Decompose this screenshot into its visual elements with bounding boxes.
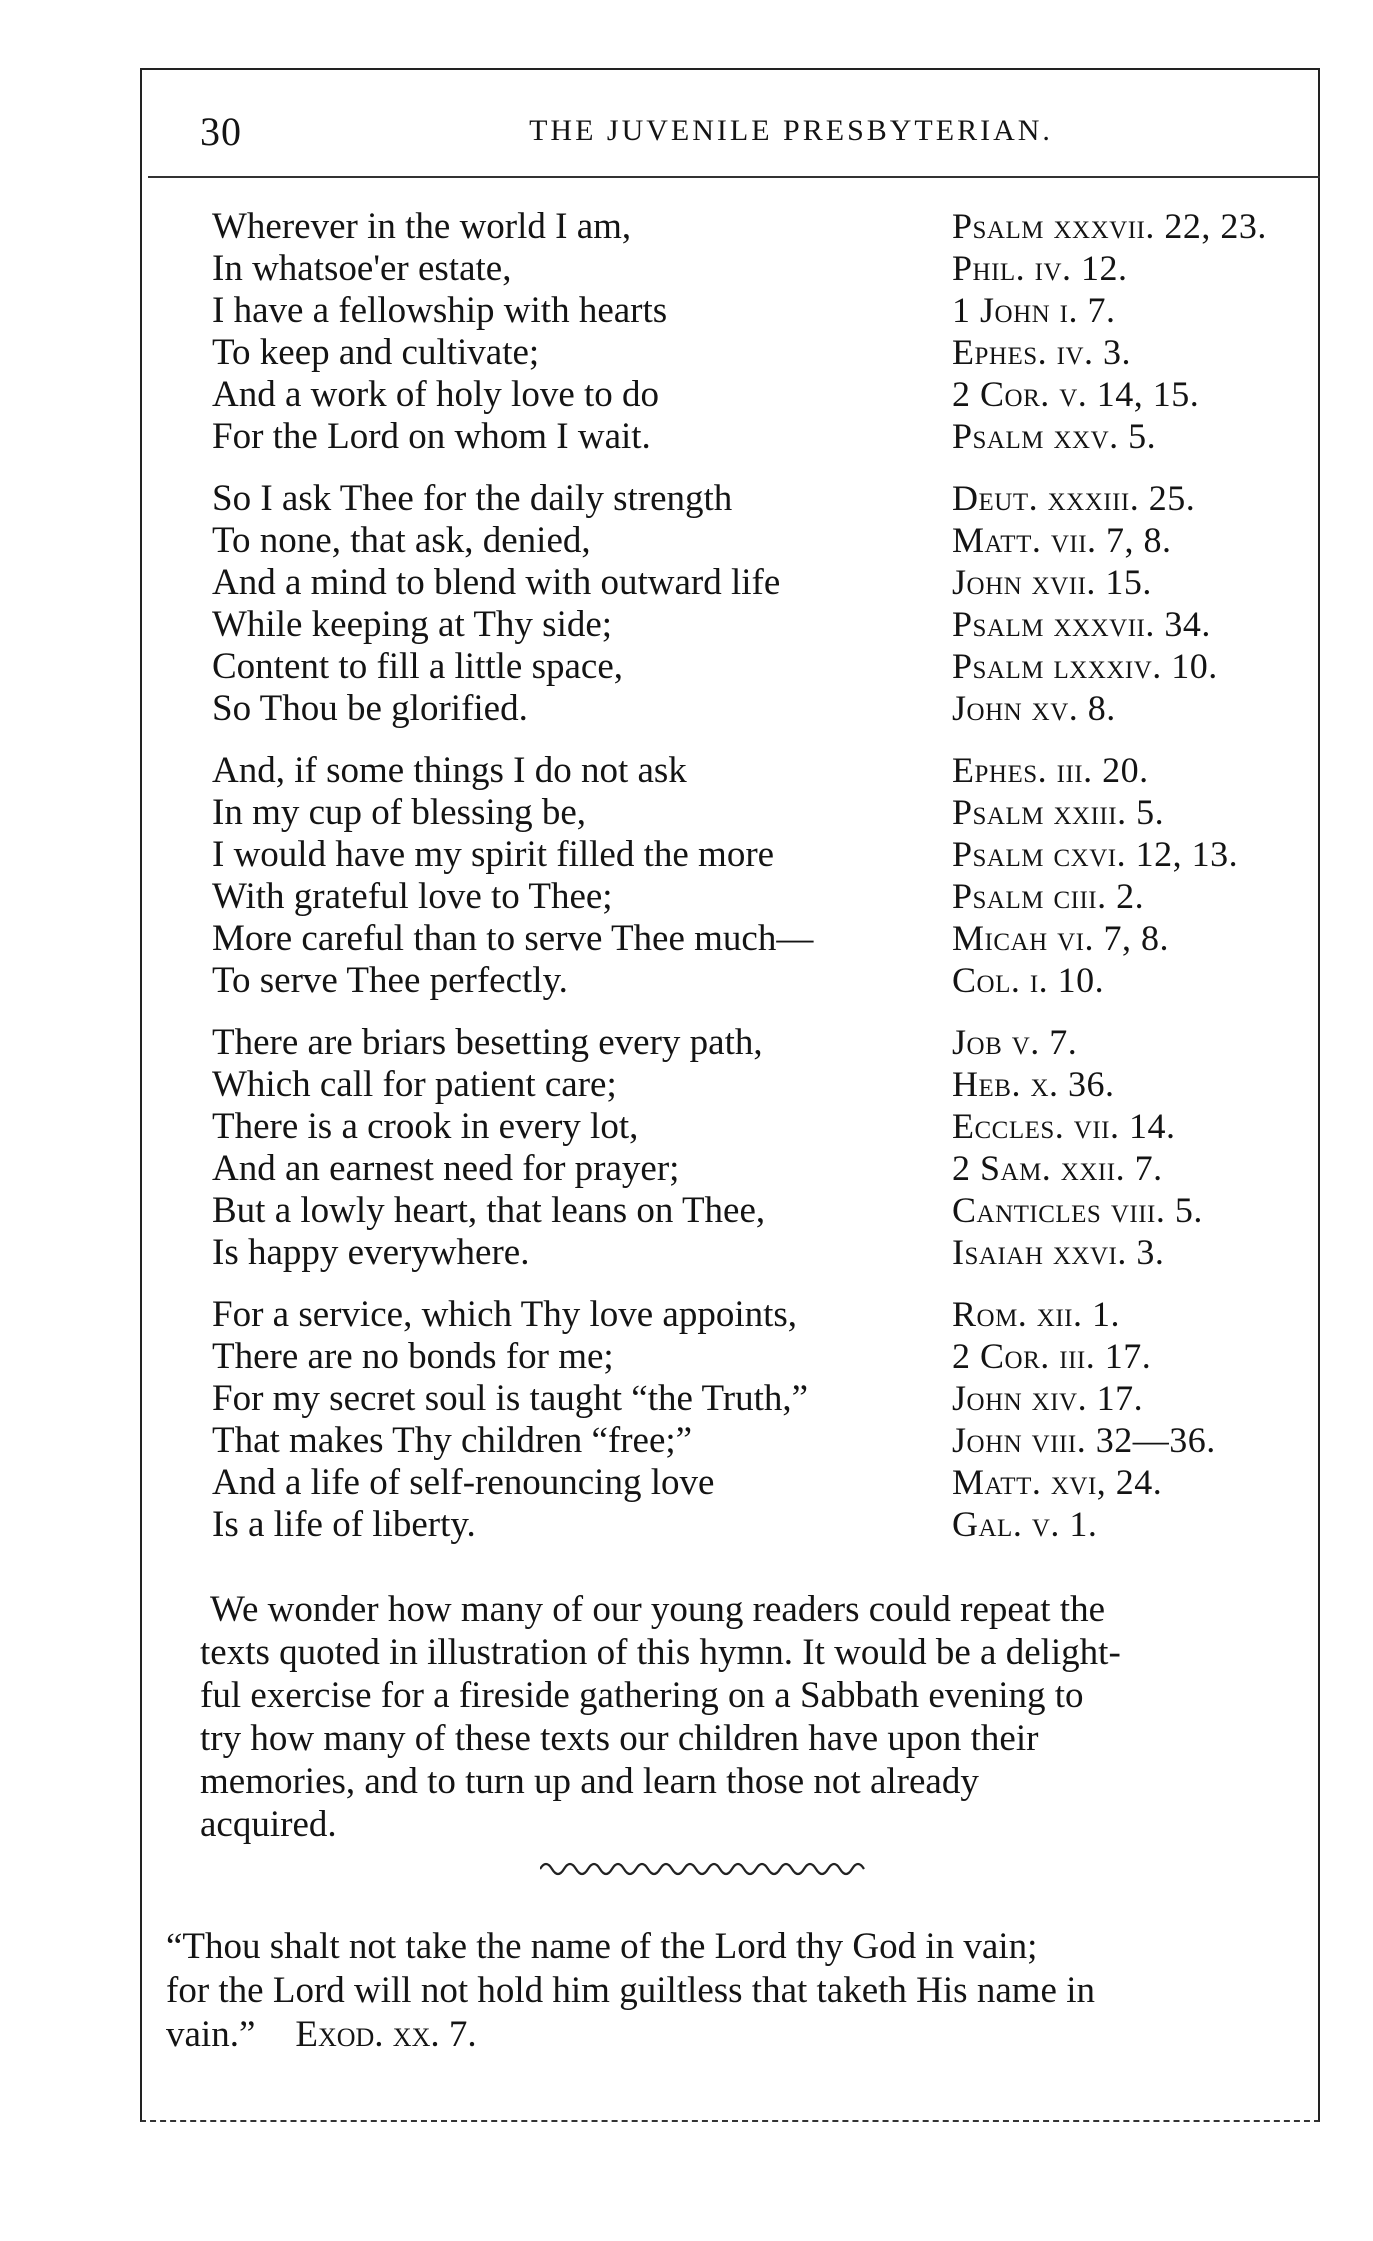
quote-line: “Thou shalt not take the name of the Lord thy God in vain; — [166, 1926, 1038, 1967]
stanza-3 — [212, 749, 1322, 1001]
scripture-reference: Psalm xxiii. 5. — [952, 792, 1165, 832]
verse-text: I have a fellowship with hearts — [212, 290, 668, 331]
scripture-reference: Canticles viii. 5. — [952, 1190, 1203, 1230]
quote-last-line — [166, 2013, 1316, 2057]
wavy-divider-ornament — [540, 1855, 865, 1883]
verse-line — [212, 1231, 1322, 1273]
note-line: try how many of these texts our children have upon their — [200, 1718, 1039, 1759]
verse-text: In whatsoe'er estate, — [212, 248, 512, 289]
verse-line — [212, 959, 1322, 1001]
verse-text: And an earnest need for prayer; — [212, 1148, 680, 1189]
verse-text: Wherever in the world I am, — [212, 206, 632, 247]
verse-line — [212, 415, 1322, 457]
verse-line — [212, 1189, 1322, 1231]
stanza-5 — [212, 1293, 1322, 1545]
verse-text: I would have my spirit filled the more — [212, 834, 775, 875]
note-line: ful exercise for a fireside gathering on a Sabbath evening to — [200, 1675, 1084, 1716]
verse-text: To none, that ask, denied, — [212, 520, 591, 561]
running-title: THE JUVENILE PRESBYTERIAN. — [529, 114, 1053, 147]
verse-line — [212, 687, 1322, 729]
verse-line — [212, 561, 1322, 603]
verse-line — [212, 1503, 1322, 1545]
verse-line — [212, 603, 1322, 645]
scripture-reference: Micah vi. 7, 8. — [952, 918, 1169, 958]
scripture-reference: Job v. 7. — [952, 1022, 1078, 1062]
verse-text: There are no bonds for me; — [212, 1336, 614, 1377]
scripture-reference: Phil. iv. 12. — [952, 248, 1128, 288]
note-line: texts quoted in illustration of this hymn. It would be a delight- — [200, 1632, 1121, 1673]
verse-line — [212, 1419, 1322, 1461]
hymn — [212, 205, 1322, 1565]
verse-text: To keep and cultivate; — [212, 332, 540, 373]
stanza-2 — [212, 477, 1322, 729]
verse-line — [212, 1063, 1322, 1105]
scripture-reference: Heb. x. 36. — [952, 1064, 1115, 1104]
header-rule — [148, 176, 1320, 178]
verse-line — [212, 519, 1322, 561]
verse-text: There are briars besetting every path, — [212, 1022, 763, 1063]
verse-text: Is a life of liberty. — [212, 1504, 476, 1545]
verse-text: With grateful love to Thee; — [212, 876, 613, 917]
verse-line — [212, 875, 1322, 917]
note-line: memories, and to turn up and learn those not already — [200, 1761, 979, 1802]
scripture-reference: John xv. 8. — [952, 688, 1116, 728]
note-line: acquired. — [200, 1804, 337, 1845]
verse-text: But a lowly heart, that leans on Thee, — [212, 1190, 766, 1231]
scripture-reference: Gal. v. 1. — [952, 1504, 1098, 1544]
scripture-reference: Rom. xii. 1. — [952, 1294, 1120, 1334]
page-number: 30 — [200, 109, 242, 154]
verse-line — [212, 1021, 1322, 1063]
stanza-1 — [212, 205, 1322, 457]
scripture-reference: Psalm xxxvii. 22, 23. — [952, 206, 1267, 246]
verse-line — [212, 749, 1322, 791]
stanza-4 — [212, 1021, 1322, 1273]
quote-line: vain.” — [166, 2014, 256, 2055]
verse-line — [212, 645, 1322, 687]
verse-text: That makes Thy children “free;” — [212, 1420, 693, 1461]
verse-text: And, if some things I do not ask — [212, 750, 687, 791]
scripture-reference: John xvii. 15. — [952, 562, 1152, 602]
verse-text: And a mind to blend with outward life — [212, 562, 781, 603]
scripture-reference: John xiv. 17. — [952, 1378, 1144, 1418]
quote-line: for the Lord will not hold him guiltless that taketh His name in — [166, 1970, 1095, 2011]
scripture-reference: Ephes. iv. 3. — [952, 332, 1132, 372]
verse-line — [212, 791, 1322, 833]
scripture-reference: Psalm xxv. 5. — [952, 416, 1157, 456]
scripture-reference: Psalm ciii. 2. — [952, 876, 1145, 916]
scripture-reference: Psalm xxxvii. 34. — [952, 604, 1211, 644]
scripture-reference: Col. i. 10. — [952, 960, 1105, 1000]
verse-line — [212, 331, 1322, 373]
verse-line — [212, 247, 1322, 289]
scripture-reference: Eccles. vii. 14. — [952, 1106, 1176, 1146]
verse-text: And a work of holy love to do — [212, 374, 660, 415]
verse-text: There is a crook in every lot, — [212, 1106, 639, 1147]
note-line: We wonder how many of our young readers could repeat the — [210, 1589, 1105, 1630]
verse-text: And a life of self-renouncing love — [212, 1462, 715, 1503]
verse-text: So I ask Thee for the daily strength — [212, 478, 733, 519]
verse-text: To serve Thee perfectly. — [212, 960, 568, 1001]
scripture-reference: John viii. 32—36. — [952, 1420, 1216, 1460]
verse-text: Is happy everywhere. — [212, 1232, 530, 1273]
verse-text: For a service, which Thy love appoints, — [212, 1294, 798, 1335]
verse-line — [212, 1147, 1322, 1189]
scripture-reference: 2 Sam. xxii. 7. — [952, 1148, 1163, 1188]
verse-line — [212, 1293, 1322, 1335]
page-header — [186, 100, 1296, 170]
scripture-quote — [166, 1925, 1316, 2057]
scripture-reference: Psalm cxvi. 12, 13. — [952, 834, 1239, 874]
scripture-reference: Psalm lxxxiv. 10. — [952, 646, 1218, 686]
verse-text: For my secret soul is taught “the Truth,” — [212, 1378, 809, 1419]
verse-line — [212, 1461, 1322, 1503]
verse-line — [212, 477, 1322, 519]
scripture-reference: Matt. xvi, 24. — [952, 1462, 1163, 1502]
verse-text: For the Lord on whom I wait. — [212, 416, 651, 457]
verse-line — [212, 833, 1322, 875]
verse-text: More careful than to serve Thee much— — [212, 918, 814, 959]
verse-text: While keeping at Thy side; — [212, 604, 613, 645]
scripture-reference: 1 John i. 7. — [952, 290, 1116, 330]
verse-text: Content to fill a little space, — [212, 646, 624, 687]
scripture-reference: Deut. xxxiii. 25. — [952, 478, 1196, 518]
scripture-reference: Ephes. iii. 20. — [952, 750, 1149, 790]
verse-line — [212, 205, 1322, 247]
scripture-reference: 2 Cor. iii. 17. — [952, 1336, 1152, 1376]
verse-line — [212, 289, 1322, 331]
verse-text: Which call for patient care; — [212, 1064, 617, 1105]
verse-line — [212, 373, 1322, 415]
verse-text: So Thou be glorified. — [212, 688, 528, 729]
verse-text: In my cup of blessing be, — [212, 792, 587, 833]
scripture-reference: Isaiah xxvi. 3. — [952, 1232, 1165, 1272]
verse-line — [212, 1377, 1322, 1419]
scripture-reference: Matt. vii. 7, 8. — [952, 520, 1172, 560]
editorial-note — [200, 1588, 1310, 1846]
quote-reference: Exod. xx. 7. — [295, 2014, 477, 2055]
scripture-reference: 2 Cor. v. 14, 15. — [952, 374, 1200, 414]
verse-line — [212, 917, 1322, 959]
verse-line — [212, 1335, 1322, 1377]
verse-line — [212, 1105, 1322, 1147]
